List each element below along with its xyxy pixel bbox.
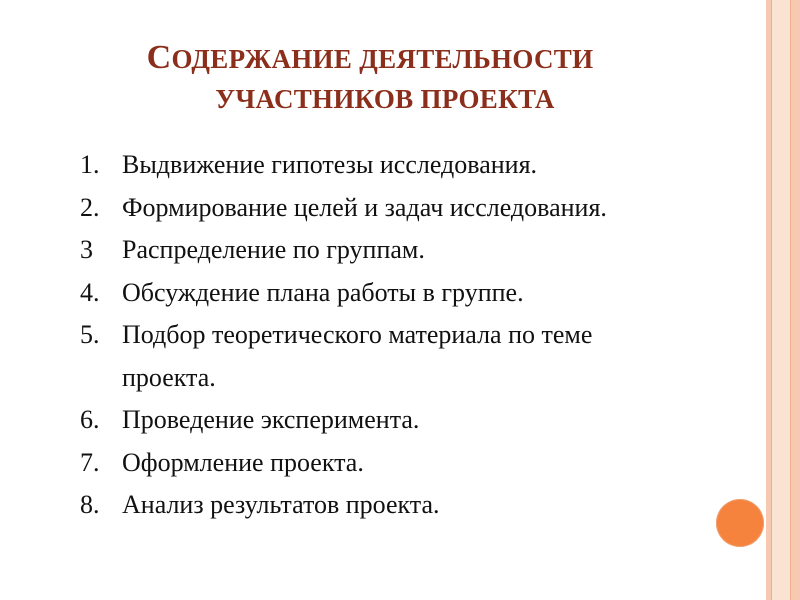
list-item-text: Анализ результатов проекта. [122, 490, 440, 519]
side-bar-inner [771, 0, 791, 600]
list-item-text: Распределение по группам. [122, 235, 425, 264]
title-line-2: УЧАСТНИКОВ ПРОЕКТА [215, 84, 555, 114]
list-item-text: Выдвижение гипотезы исследования. [122, 150, 538, 179]
list-item-text: Оформление проекта. [122, 447, 364, 477]
list-item [80, 229, 740, 272]
list-item-number: 7. [80, 447, 100, 477]
list-item [80, 187, 740, 230]
list-item-text: проекта. [122, 362, 216, 392]
list-item-text: Проведение эксперимента. [122, 405, 420, 434]
list-item [80, 442, 740, 485]
list-item-number: 6. [80, 405, 100, 434]
list-item [80, 272, 740, 315]
list-item-text: Подбор теоретического материала по теме [122, 320, 593, 349]
title-line-1 [0, 38, 740, 79]
steps-list [80, 144, 740, 527]
list-item-number: 1. [80, 150, 100, 179]
list-item-continuation [80, 357, 740, 400]
list-item [80, 484, 740, 527]
list-item [80, 314, 740, 357]
list-item [80, 399, 740, 442]
side-bar-line [790, 0, 791, 600]
list-item [80, 144, 740, 187]
list-item-text: Формирование целей и задач исследования. [122, 192, 607, 222]
list-item-number: 2. [80, 192, 100, 222]
list-item-number: 3 [80, 235, 93, 264]
side-bar-line [771, 0, 772, 600]
list-item-number: 5. [80, 320, 100, 349]
list-item-number: 4. [80, 277, 100, 307]
list-item-text: Обсуждение плана работы в группе. [122, 277, 524, 307]
title-line-1-rest: ОДЕРЖАНИЕ ДЕЯТЕЛЬНОСТИ [171, 44, 594, 74]
title-initial: С [146, 39, 172, 76]
list-item-number: 8. [80, 490, 100, 519]
slide-title [0, 38, 740, 119]
